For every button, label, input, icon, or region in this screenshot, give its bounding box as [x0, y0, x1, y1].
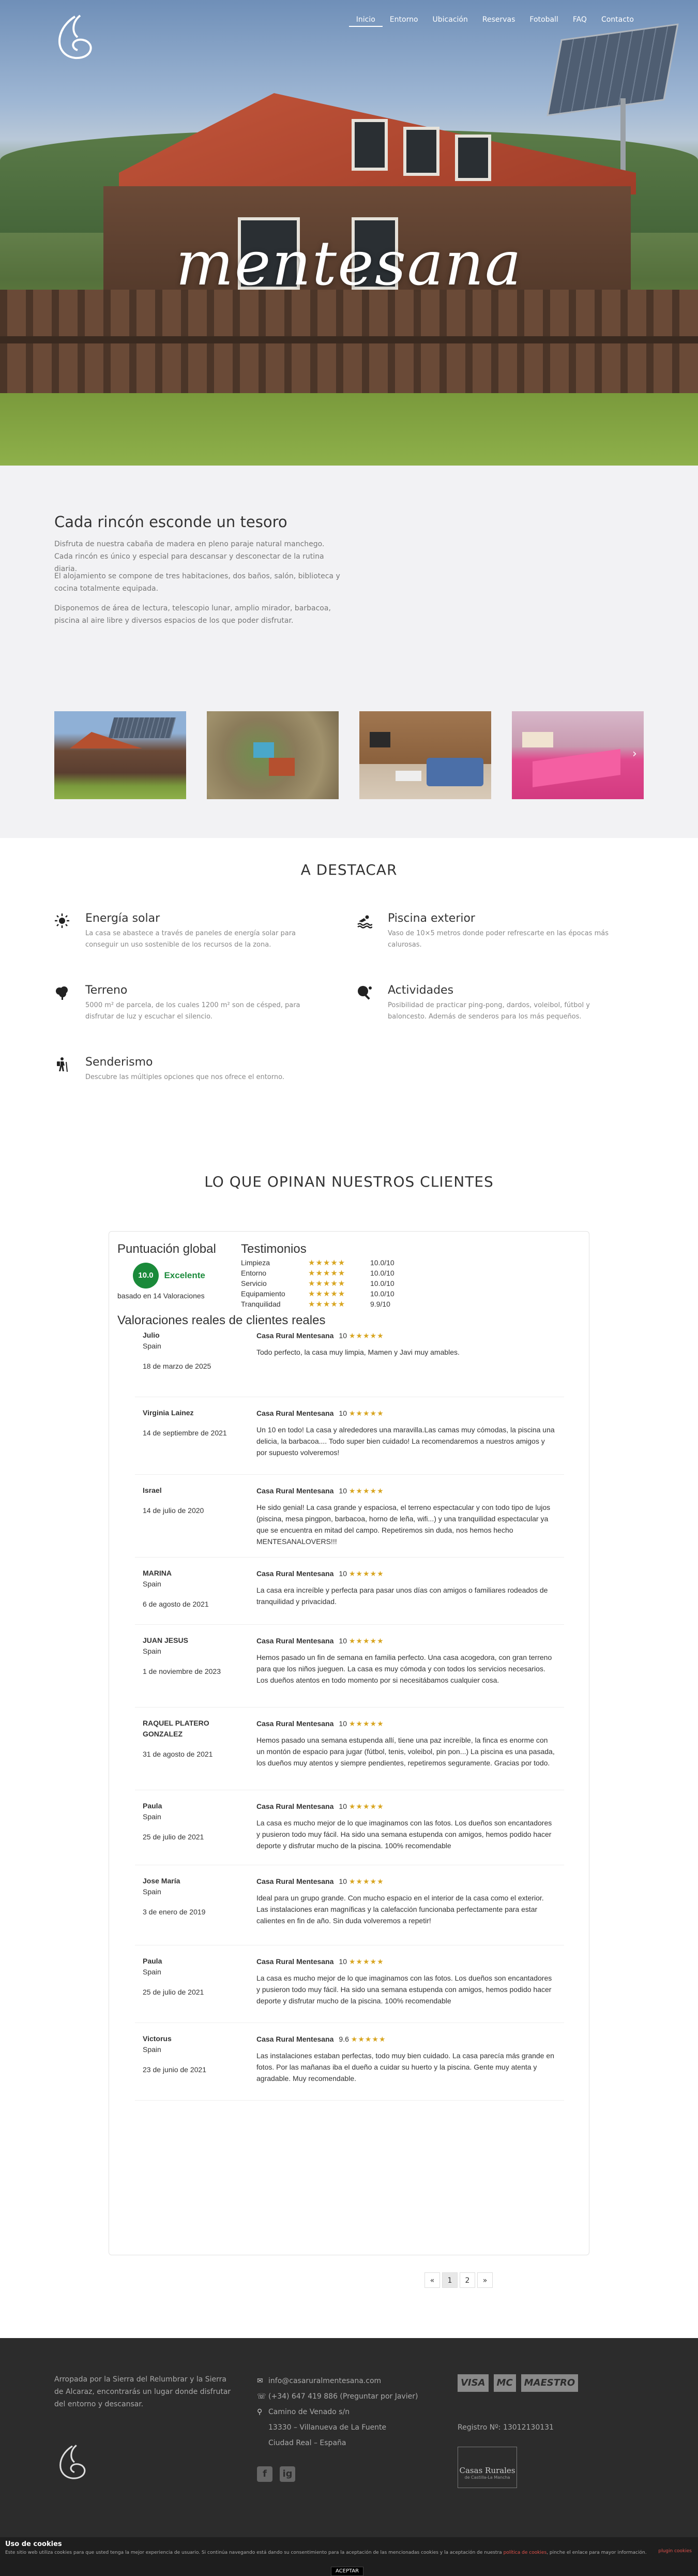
rating-row: [241, 1289, 499, 1299]
review-country: Spain: [143, 2045, 161, 2054]
feature-senderismo: [54, 1056, 313, 1083]
review-property: Casa Rural Mentesana: [256, 1331, 334, 1340]
tree-icon: [54, 985, 70, 1000]
review-stars-icon: ★★★★★: [348, 1331, 384, 1340]
review-date: 14 de septiembre de 2021: [143, 1429, 227, 1437]
phone-icon: ☏: [257, 2392, 266, 2401]
review-stars-icon: ★★★★★: [348, 1637, 384, 1645]
nav-ubicacion[interactable]: Ubicación: [432, 16, 468, 24]
intro-title: Cada rincón esconde un tesoro: [54, 513, 287, 531]
rating-stars-icon: ★★★★★: [308, 1269, 346, 1278]
feature-title: Terreno: [85, 984, 128, 997]
review-country: Spain: [143, 1888, 161, 1896]
testimonials-title: Testimonios: [241, 1242, 307, 1256]
review-property: Casa Rural Mentesana: [256, 2035, 334, 2043]
review-property: Casa Rural Mentesana: [256, 1409, 334, 1417]
review-country: Spain: [143, 1647, 161, 1655]
payment-methods: [458, 2374, 578, 2392]
review-body: [256, 1330, 556, 1358]
review-rating: 10: [339, 1569, 347, 1578]
feature-energia-solar: [54, 912, 313, 951]
intro-paragraph-3: Disponemos de área de lectura, telescopio lunar, amplio mirador, barbacoa, piscina al aire libre y diversos espacios de los que poder disfrutar.: [54, 604, 331, 625]
review-body: [256, 1635, 556, 1686]
footer-address-1: Camino de Venado s/n: [268, 2408, 350, 2416]
review-body: [256, 1801, 556, 1851]
review-author: Paula: [143, 1957, 162, 1965]
rating-row: [241, 1299, 499, 1309]
review-body: [256, 1718, 556, 1769]
review-text: Las instalaciones estaban perfectas, todo muy bien cuidado. La casa parecía más grande en fotos. Por las mañanas iba el dueño a cuidar su huerto y la piscina. Gente muy atenta y agradable. Muy recomendable.: [256, 2051, 554, 2083]
review-author: Victorus: [143, 2034, 172, 2043]
rating-row: [241, 1278, 499, 1289]
rating-value: 10.0/10: [370, 1269, 394, 1277]
rating-label: Limpieza: [241, 1259, 270, 1267]
review-author: MARINA: [143, 1569, 172, 1577]
review-date: 18 de marzo de 2025: [143, 1362, 211, 1370]
hiking-icon: [54, 1057, 70, 1072]
footer-logo-icon: [54, 2442, 90, 2483]
swimmer-icon: [357, 913, 372, 928]
site-footer: [0, 2338, 698, 2540]
footer-registro: Registro Nº: 13012130131: [458, 2423, 554, 2432]
rating-label: Entorno: [241, 1269, 267, 1277]
highlights-section: [0, 838, 698, 1128]
rating-label: Equipamiento: [241, 1290, 285, 1298]
facebook-icon[interactable]: f: [257, 2466, 272, 2482]
footer-contact: [257, 2373, 474, 2451]
rating-value: 9.9/10: [370, 1300, 390, 1308]
rating-value: 10.0/10: [370, 1259, 394, 1267]
casas-rurales-sub: de Castilla-La Mancha: [464, 2475, 510, 2480]
review-author-block: [143, 1956, 231, 1998]
nav-contacto[interactable]: Contacto: [601, 16, 634, 24]
maestro-icon: MAESTRO: [521, 2374, 579, 2392]
highlights-title: A DESTACAR: [300, 861, 398, 878]
footer-address-2: 13330 – Villanueva de La Fuente: [268, 2423, 387, 2432]
pager-next[interactable]: »: [477, 2272, 493, 2288]
overall-score: [117, 1241, 223, 1300]
review-text: Todo perfecto, la casa muy limpia, Mamen y Javi muy amables.: [256, 1348, 460, 1356]
review-author-block: [143, 1876, 231, 1918]
gallery-photo-bedroom[interactable]: [512, 711, 644, 799]
review-item: [135, 1568, 564, 1625]
intro-paragraph-1: Disfruta de nuestra cabaña de madera en pleno paraje natural manchego. Cada rincón es único y especial para descansar y desconectar de la rutina diaria.: [54, 540, 325, 573]
rating-stars-icon: ★★★★★: [308, 1259, 346, 1267]
footer-about: Arropada por la Sierra del Relumbrar y la Sierra de Alcaraz, encontrarás un lugar donde disfrutar del entorno y descansar.: [54, 2375, 231, 2408]
review-body: [256, 2033, 556, 2084]
review-body: [256, 1956, 556, 2006]
ping-pong-icon: [357, 985, 372, 1000]
reviews-pagination: [424, 2272, 493, 2288]
footer-address-3: Ciudad Real – España: [268, 2439, 346, 2447]
review-author: Israel: [143, 1486, 162, 1494]
review-property: Casa Rural Mentesana: [256, 1637, 334, 1645]
review-author: JUAN JESUS: [143, 1636, 188, 1644]
review-author-block: [143, 1568, 231, 1610]
review-rating: 10: [339, 1637, 347, 1645]
review-property: Casa Rural Mentesana: [256, 1957, 334, 1966]
main-nav: [349, 13, 641, 27]
review-country: Spain: [143, 1580, 161, 1588]
feature-title: Actividades: [388, 984, 454, 997]
instagram-icon[interactable]: ig: [280, 2466, 295, 2482]
location-icon: ⚲: [257, 2408, 263, 2416]
footer-email[interactable]: info@casaruralmentesana.com: [268, 2377, 382, 2385]
review-stars-icon: ★★★★★: [348, 1802, 384, 1810]
review-item: [135, 1801, 564, 1865]
review-text: La casa es mucho mejor de lo que imaginamos con las fotos. Los dueños son encantadores y pusieron todo muy fácil. Ha sido una semana estupenda con amigos, hemos podido hacer deporte y disfrutar mucho de la piscina. 100% recomendable: [256, 1819, 552, 1850]
review-country: Spain: [143, 1342, 161, 1350]
review-rating: 10: [339, 1719, 347, 1728]
feature-title: Piscina exterior: [388, 912, 475, 925]
rating-value: 10.0/10: [370, 1290, 394, 1298]
feature-terreno: [54, 984, 313, 1023]
photo-gallery: [54, 711, 644, 799]
review-author: Jose María: [143, 1877, 180, 1885]
mastercard-icon: MC: [494, 2374, 516, 2392]
gallery-photo-exterior[interactable]: [54, 711, 186, 799]
pager-page-2[interactable]: 2: [460, 2272, 475, 2288]
review-stars-icon: ★★★★★: [348, 1569, 384, 1578]
review-date: 6 de agosto de 2021: [143, 1600, 209, 1608]
review-date: 31 de agosto de 2021: [143, 1750, 213, 1758]
review-author-block: [143, 2033, 231, 2075]
feature-text: Descubre las múltiples opciones que nos ofrece el entorno.: [85, 1073, 284, 1081]
visa-icon: VISA: [458, 2374, 489, 2392]
nav-entorno[interactable]: Entorno: [389, 16, 418, 24]
rating-stars-icon: ★★★★★: [308, 1279, 346, 1288]
pager-prev[interactable]: «: [424, 2272, 440, 2288]
mail-icon: ✉: [257, 2377, 263, 2385]
intro-paragraph-2: El alojamiento se compone de tres habitaciones, dos baños, salón, biblioteca y cocina totalmente equipada.: [54, 572, 340, 593]
review-property: Casa Rural Mentesana: [256, 1877, 334, 1885]
gallery-photo-aerial[interactable]: [207, 711, 339, 799]
review-item: [135, 1635, 564, 1708]
cookie-text-2: , pinche el enlace para mayor información.: [547, 2550, 647, 2555]
review-stars-icon: ★★★★★: [351, 2035, 386, 2043]
review-rating: 10: [339, 1802, 347, 1810]
nav-fotoball[interactable]: Fotoball: [529, 16, 558, 24]
review-country: Spain: [143, 1968, 161, 1976]
brand-logo-icon[interactable]: [52, 11, 98, 63]
review-author: Paula: [143, 1802, 162, 1810]
review-date: 14 de julio de 2020: [143, 1506, 204, 1515]
reviews-section: [0, 1128, 698, 2338]
review-stars-icon: ★★★★★: [348, 1877, 384, 1885]
rating-label: Tranquilidad: [241, 1300, 281, 1308]
review-text: Hemos pasado una semana estupenda allí, tiene una paz increíble, la finca es enorme con un montón de espacio para jugar (fútbol, tenis, voleibol, pin pon...) La piscina es una pasada, los dueños muy atentos y siempre pendientes, repetiremos seguramente. Gracias por todo.: [256, 1736, 555, 1767]
feature-text: Vaso de 10×5 metros donde poder refrescarte en las épocas más calurosas.: [388, 930, 609, 949]
review-stars-icon: ★★★★★: [348, 1719, 384, 1728]
real-reviews-title: Valoraciones reales de clientes reales: [117, 1313, 326, 1327]
social-links: [257, 2466, 295, 2482]
review-text: He sido genial! La casa grande y espaciosa, el terreno espectacular y con todo tipo de lujos (piscina, mesa pingpon, barbacoa, horno de leña, wifi...) y una tranquilidad espectacular ya que se encuentra en mitad del campo. Repetiremos sin duda, nos hemos hecho MENTESANALOVERS!!!: [256, 1503, 551, 1546]
review-rating: 10: [339, 1331, 347, 1340]
review-author-block: [143, 1635, 231, 1677]
review-property: Casa Rural Mentesana: [256, 1802, 334, 1810]
review-property: Casa Rural Mentesana: [256, 1487, 334, 1495]
review-author-block: [143, 1407, 231, 1439]
review-property: Casa Rural Mentesana: [256, 1569, 334, 1578]
rating-label: Servicio: [241, 1279, 267, 1287]
review-author: Virginia Lainez: [143, 1409, 194, 1417]
score-based-on: basado en 14 Valoraciones: [117, 1292, 205, 1300]
hero-wordmark: mentesana: [175, 228, 523, 299]
gallery-next-arrow-icon[interactable]: ›: [632, 747, 637, 760]
nav-inicio[interactable]: Inicio: [349, 13, 383, 27]
reviews-widget: [109, 1231, 589, 2285]
review-text: Ideal para un grupo grande. Con mucho espacio en el interior de la casa como el exterior. Las instalaciones eran magníficas y la calefacción funcionaba perfectamente para estar calientes en fin de año. Sin duda volveremos a repetir!: [256, 1894, 544, 1925]
feature-text: 5000 m² de parcela, de los cuales 1200 m² son de césped, para disfrutar de luz y escuchar el silencio.: [85, 1001, 300, 1021]
review-stars-icon: ★★★★★: [348, 1957, 384, 1966]
review-rating: 10: [339, 1877, 347, 1885]
review-country: Spain: [143, 1813, 161, 1821]
review-item: [135, 1407, 564, 1475]
review-text: La casa es mucho mejor de lo que imaginamos con las fotos. Los dueños son encantadores y pusieron todo muy fácil. Ha sido una semana estupenda con amigos, hemos podido hacer deporte y disfrutar mucho de la piscina. 100% recomendable: [256, 1974, 552, 2005]
sun-icon: [54, 913, 70, 928]
rating-row: [241, 1268, 499, 1278]
feature-title: Senderismo: [85, 1056, 153, 1069]
review-author: RAQUEL PLATERO GONZALEZ: [143, 1719, 209, 1738]
footer-phone[interactable]: (+34) 647 419 886 (Preguntar por Javier): [268, 2392, 418, 2401]
feature-text: La casa se abastece a través de paneles de energía solar para conseguir un uso sostenible de los recursos de la zona.: [85, 930, 296, 949]
cookie-policy-link[interactable]: política de cookies: [503, 2550, 547, 2555]
review-text: Un 10 en todo! La casa y alrededores una maravilla.Las camas muy cómodas, la piscina una delicia, la barbacoa.... Todo super bien cuidado! La recomendaremos a nuestros amigos y por supuesto volveremos!: [256, 1426, 555, 1457]
casas-rurales-title: Casas Rurales: [459, 2466, 515, 2475]
review-text: Hemos pasado un fin de semana en familia perfecto. Una casa acogedora, con gran terreno para que los niños jueguen. La casa es muy cómoda y con todos los servicios necesarios. Los dueños atentos en todo momento por si necesitábamos cualquier cosa.: [256, 1653, 552, 1684]
review-item: [135, 2033, 564, 2101]
feature-actividades: [357, 984, 615, 1023]
review-rating: 10: [339, 1957, 347, 1966]
review-body: [256, 1568, 556, 1607]
testimonials-ratings: [241, 1241, 499, 1309]
review-item: [135, 1330, 564, 1397]
review-date: 25 de julio de 2021: [143, 1833, 204, 1841]
review-rating: 10: [339, 1409, 347, 1417]
review-stars-icon: ★★★★★: [348, 1409, 384, 1417]
cookie-accept-button[interactable]: ACEPTAR: [331, 2567, 363, 2576]
review-body: [256, 1407, 556, 1458]
hero-banner: [0, 0, 698, 466]
score-label: Excelente: [164, 1270, 205, 1280]
score-title: Puntuación global: [117, 1242, 216, 1256]
feature-text: Posibilidad de practicar ping-pong, dardos, voleibol, fútbol y baloncesto. Además de senderos para los más pequeños.: [388, 1001, 590, 1021]
review-stars-icon: ★★★★★: [348, 1487, 384, 1495]
rating-row: [241, 1257, 499, 1268]
review-author-block: [143, 1718, 231, 1760]
feature-piscina-exterior: [357, 912, 615, 951]
gallery-photo-living-room[interactable]: [359, 711, 491, 799]
intro-section: [0, 466, 698, 838]
review-text: La casa era increíble y perfecta para pasar unos días con amigos o familiares rodeados de tranquilidad y privacidad.: [256, 1586, 548, 1606]
review-date: 3 de enero de 2019: [143, 1908, 206, 1916]
review-author: Julio: [143, 1331, 160, 1339]
review-body: [256, 1876, 556, 1926]
review-date: 23 de junio de 2021: [143, 2065, 206, 2074]
feature-title: Energía solar: [85, 912, 160, 925]
cookie-banner: [0, 2537, 698, 2576]
review-author-block: [143, 1801, 231, 1843]
review-body: [256, 1485, 556, 1547]
casas-rurales-badge: [458, 2447, 517, 2488]
rating-stars-icon: ★★★★★: [308, 1300, 346, 1309]
review-date: 1 de noviembre de 2023: [143, 1667, 221, 1675]
score-badge: 10.0: [133, 1263, 159, 1289]
cookie-text: Este sitio web utiliza cookies para que usted tenga la mejor experiencia de usuario. Si continúa navegando está dando su consentimiento para la aceptación de las mencionadas cookies y la aceptación de nuestra: [5, 2550, 502, 2555]
review-item: [135, 1956, 564, 2023]
review-author-block: [143, 1330, 231, 1372]
review-author-block: [143, 1485, 231, 1516]
review-item: [135, 1718, 564, 1790]
rating-value: 10.0/10: [370, 1279, 394, 1287]
pager-page-1[interactable]: 1: [442, 2272, 458, 2288]
nav-reservas[interactable]: Reservas: [482, 16, 515, 24]
grass-image: [0, 393, 698, 466]
cookie-plugin-link[interactable]: plugin cookies: [658, 2549, 692, 2554]
rating-stars-icon: ★★★★★: [308, 1290, 346, 1298]
cookie-title: Uso de cookies: [5, 2540, 62, 2548]
nav-faq[interactable]: FAQ: [572, 16, 587, 24]
review-item: [135, 1876, 564, 1945]
review-property: Casa Rural Mentesana: [256, 1719, 334, 1728]
review-date: 25 de julio de 2021: [143, 1988, 204, 1996]
review-rating: 10: [339, 1487, 347, 1495]
reviews-title: LO QUE OPINAN NUESTROS CLIENTES: [204, 1173, 494, 1190]
review-item: [135, 1485, 564, 1557]
review-rating: 9.6: [339, 2035, 349, 2043]
